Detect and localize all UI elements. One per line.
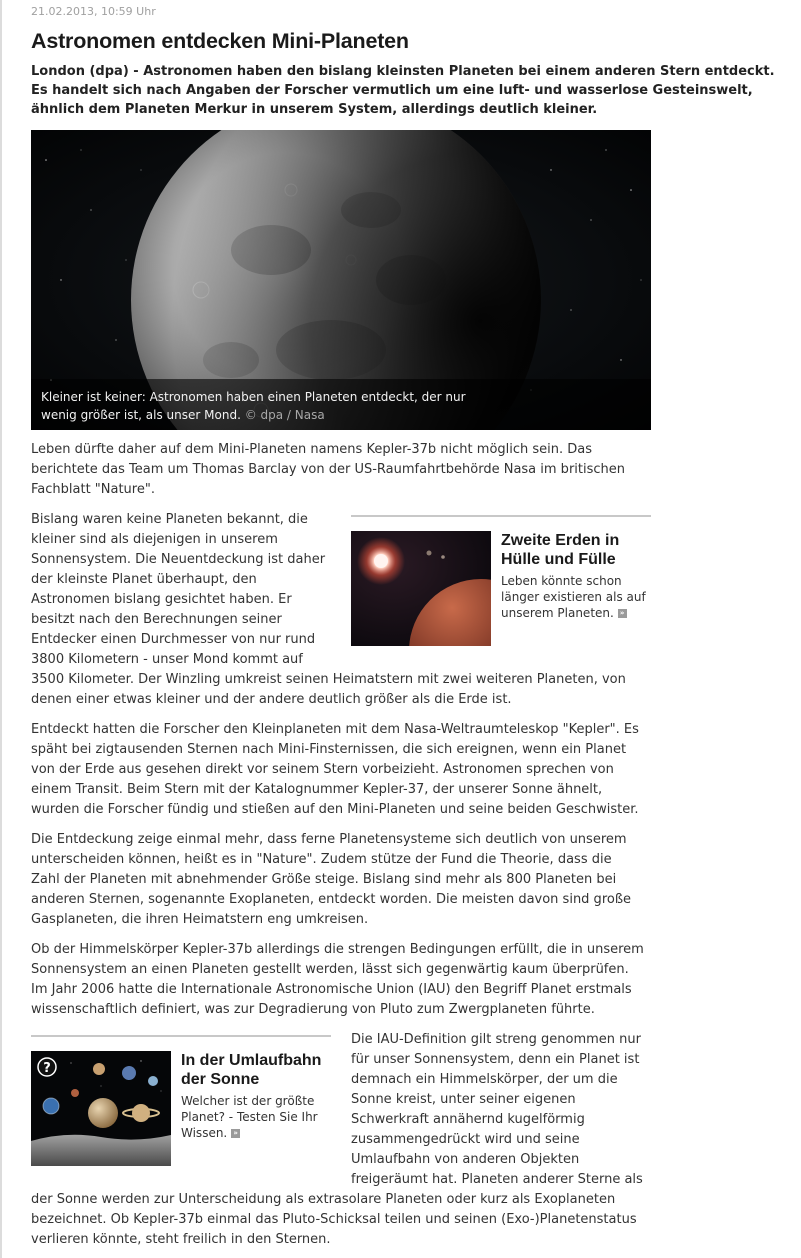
teaser-text-content: Welcher ist der größte Planet? - Testen Sie Ihr Wissen.	[181, 1094, 318, 1140]
text-line: Leben dürfte daher auf dem Mini-Planeten namens Kepler-37b nicht möglich sein. Das	[31, 442, 593, 457]
text-line: Ob der Himmelskörper Kepler-37b allerdings die strengen Bedingungen erfüllt, die in unserem	[31, 942, 644, 957]
text-line: Sonne kreist, unter seiner eigenen	[351, 1092, 576, 1107]
text-line: verlieren könnte, steht freilich in den Sternen.	[31, 1232, 331, 1247]
article-paragraph-4	[31, 830, 651, 930]
hero-caption	[31, 379, 651, 430]
article-paragraph-5	[31, 940, 651, 1020]
article-headline: Astronomen entdecken Mini-Planeten	[31, 29, 409, 53]
teaser-text	[501, 573, 653, 621]
text-line: anderen Sternen, sogenannte Exoplaneten, entdeckt worden. Die meisten davon sind große	[31, 892, 632, 907]
text-line: Fachblatt "Nature".	[31, 482, 155, 497]
text-line: Zahl der Planeten mit abnehmender Größe steige. Bislang sind mehr als 800 Planeten bei	[31, 872, 617, 887]
text-line: Entdeckt hatten die Forscher den Kleinplaneten mit dem Nasa-Weltraumteleskop "Kepler". Es	[31, 722, 639, 737]
text-line: einem Transit. Beim Stern mit der Katalognummer Kepler-37, der unserer Sonne ähnelt,	[31, 782, 603, 797]
article-dateline: 21.02.2013, 10:59 Uhr	[31, 5, 156, 18]
text-line: berichtete das Team um Thomas Barclay von der US-Raumfahrtbehörde Nasa im britischen	[31, 462, 626, 477]
text-line: Sonnensystem an einen Planeten gestellt werden, lässt sich gegenwärtig kaum überprüfen.	[31, 962, 629, 977]
teaser-title[interactable]: Zweite Erden in Hülle und Fülle	[501, 532, 620, 568]
text-line: besitzt nach den Berechnungen seiner	[31, 612, 282, 627]
teaser-zweite-erden[interactable]	[351, 515, 651, 657]
text-line: für unser Sonnensystem, denn ein Planet ist	[351, 1052, 640, 1067]
text-line: kleiner sind als diejenigen in unserem	[31, 532, 278, 547]
text-line: Umlaufbahn von anderen Objekten	[351, 1152, 580, 1167]
text-line: demnach ein Himmelskörper, der um die	[351, 1072, 618, 1087]
text-line: Die Entdeckung zeige einmal mehr, dass ferne Planetensysteme sich deutlich von unserem	[31, 832, 627, 847]
article-paragraph-1	[31, 440, 651, 500]
article-paragraph-3	[31, 720, 651, 820]
text-line: der kleinste Planet überhaupt, den	[31, 572, 257, 587]
exoplanet-illustration	[351, 531, 491, 646]
teaser-image-exoplanet[interactable]	[351, 531, 491, 646]
double-chevron-right-icon[interactable]: »	[618, 609, 627, 618]
text-line: zusammengedrückt wird und seine	[351, 1132, 580, 1147]
article-lead: London (dpa) - Astronomen haben den bislang kleinsten Planeten bei einem anderen Stern entdeckt. Es handelt sich nach Angaben der Forscher vermutlich um eine luft- und wasserlose Gesteinswelt, ähnlich dem Planeten Merkur in unserem System, allerdings deutlich kleiner.	[31, 64, 775, 117]
text-line: 3800 Kilometern - unser Mond kommt auf	[31, 652, 303, 667]
text-line: denen einer etwas kleiner und der andere deutlich größer als die Erde ist.	[31, 692, 512, 707]
text-line: Schwerkraft annähernd kugelförmig	[351, 1112, 585, 1127]
text-line: der Sonne werden zur Unterscheidung als extrasolare Planeten oder kurz als Exoplaneten	[31, 1192, 616, 1207]
text-line: Die IAU-Definition gilt streng genommen nur	[351, 1032, 641, 1047]
text-line: bezeichnet. Ob Kepler-37b einmal das Pluto-Schicksal teilen und seinen (Exo-)Planetenstatus	[31, 1212, 637, 1227]
text-line: Astronomen bislang gesichtet haben. Er	[31, 592, 292, 607]
text-line: Bislang waren keine Planeten bekannt, die	[31, 512, 308, 527]
hero-credit: © dpa / Nasa	[244, 408, 325, 422]
text-line: wissenschaftlich definiert, was zur Degradierung von Pluto zum Zwergplaneten führte.	[31, 1002, 595, 1017]
text-line: späht bei zigtausenden Sternen nach Mini-Finsternissen, die sich ereignen, wenn ein Planet	[31, 742, 627, 757]
text-line: Gasplaneten, die ihren Heimatstern eng umkreisen.	[31, 912, 369, 927]
text-line: 3500 Kilometer. Der Winzling umkreist seinen Heimatstern mit zwei weiteren Planeten, von	[31, 672, 626, 687]
text-line: Sonnensystem. Die Neuentdeckung ist daher	[31, 552, 326, 567]
text-line: wurden die Forscher fündig und stießen auf den Mini-Planeten und seine beiden Geschwister.	[31, 802, 639, 817]
text-line: von der Erde aus gesehen direkt vor seinem Stern vorbeizieht. Astronomen sprechen von	[31, 762, 614, 777]
text-line: freigeräumt hat. Planeten anderer Sterne als	[351, 1172, 643, 1187]
text-line: unterscheiden können, heißt es in "Nature". Zudem stütze der Fund die Theorie, dass die	[31, 852, 612, 867]
hero-image	[31, 130, 651, 430]
hero-caption-text: Kleiner ist keiner: Astronomen haben einen Planeten entdeckt, der nur wenig größer ist, als unser Mond.	[41, 390, 466, 422]
text-line: Im Jahr 2006 hatte die Internationale Astronomische Union (IAU) den Begriff Planet erstmals	[31, 982, 632, 997]
teaser-title[interactable]: In der Umlaufbahn der Sonne	[181, 1052, 322, 1088]
teaser-text-content: Leben könnte schon länger existieren als auf unserem Planeten.	[501, 574, 646, 620]
page-left-border	[0, 0, 2, 1258]
svg-text:?: ?	[43, 1061, 51, 1076]
text-line: Entdecker einen Durchmesser von nur rund	[31, 632, 316, 647]
article-paragraph-6	[31, 1030, 651, 1250]
double-chevron-right-icon[interactable]: »	[231, 1129, 240, 1138]
